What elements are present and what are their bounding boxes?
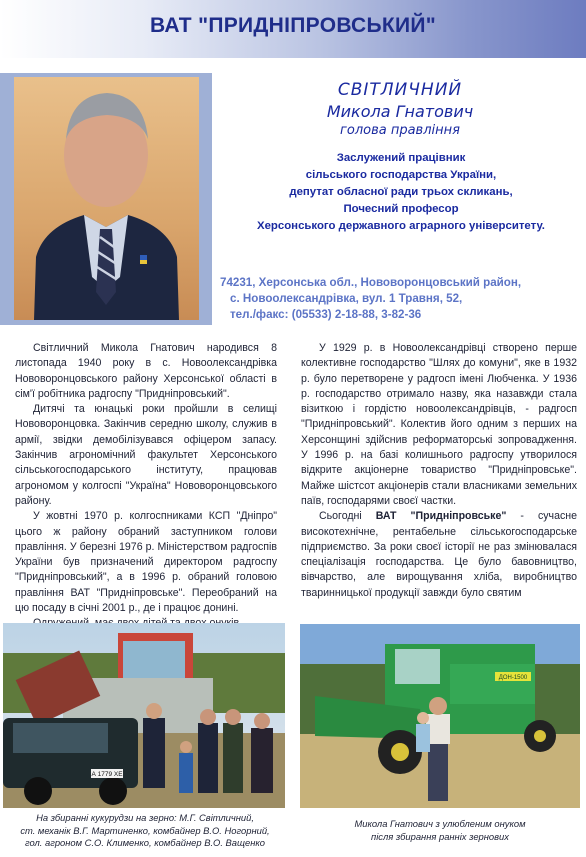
address-line: тел./факс: (05533) 2-18-88, 3-82-36 xyxy=(230,308,422,321)
caption-line: гол. агроном С.О. Клименко, комбайнер В.О. Ващенко xyxy=(24,837,266,849)
person-name: Микола Гнатович xyxy=(326,102,474,121)
caption-line: ст. механік В.Г. Мартиненко, комбайнер В.О. Ногорний, xyxy=(20,824,270,836)
paragraph-rest: - сучасне високотехнічне, рентабельне сільськогосподарське підприємство. За роки своєї історії не раз змінювалася спеціалізація господарства. Це було бавовництво, вівчарство, але вирощування хліба, виробництво тваринницької продукції завжди було святим xyxy=(301,510,578,599)
honor-line: Заслужений працівник xyxy=(336,152,466,164)
paragraph-lead: Сьогодні xyxy=(319,510,376,523)
address-line: 74231, Херсонська обл., Нововоронцовський район, xyxy=(220,276,522,289)
company-name: ВАТ "Придніпровське" xyxy=(375,510,507,523)
honor-line: Херсонського державного аграрного університету. xyxy=(257,220,545,232)
portrait-photo xyxy=(14,77,199,320)
caption-line: після збирання ранніх зернових xyxy=(371,830,509,842)
header-banner xyxy=(0,0,586,58)
address-line: с. Новоолександрівка, вул. 1 Травня, 52, xyxy=(230,292,463,305)
caption-line: На збиранні кукурудзи на зерно: М.Г. Світличний, xyxy=(36,812,254,823)
honor-line: депутат обласної ради трьох скликань, xyxy=(289,186,513,198)
honor-line: сільського господарства України, xyxy=(305,169,497,181)
combine-brand-text: ДОН-1500 xyxy=(498,675,528,681)
honors-block xyxy=(240,150,562,235)
license-plate-text: А 1779 ХЕ xyxy=(91,771,123,778)
paragraph: У жовтні 1970 р. колгоспниками КСП "Дніпро" цього ж району обраний заступником голови правління. У березні 1976 р. Міністерством радгоспів України був призначений директором радгоспу "Придніпровський", а в 1996 р. обраний головою правління ВАТ "Придніпровське". Переобраний на цю посаду в січні 2001 р., де і працює донині. xyxy=(15,510,277,615)
person-name-block xyxy=(300,80,500,138)
harvest-corn-illustration xyxy=(3,623,285,808)
right-column xyxy=(301,341,577,601)
harvest-grain-illustration xyxy=(300,624,580,808)
address-block xyxy=(220,275,580,323)
page-title: ВАТ "ПРИДНІПРОВСЬКИЙ" xyxy=(149,14,437,37)
paragraph: Світличний Микола Гнатович народився 8 листопада 1940 року в с. Новоолександрівка Нововоронцовського району Херсонської області в сім'ї робітника радгоспу "Придніпровський". xyxy=(15,342,277,400)
paragraph: У 1929 р. в Новоолександрівці створено перше колективне господарство "Шлях до комуни", яке в 1932 р. було перетворене у радгосп імені Любченка. У 1936 р. господарство отримало назву, яка назавжди стала візиткою і гордістю новоолександрівців, - радгосп "Придніпровський". Колектив його одним з перших на Херсонщині здійснив реформаторські зопровадження. У 1996 р. на базі колишнього радгоспу утворилося відкрите акціонерне товариство "Придніпровське". Майже шістсот акціонерів стали власниками земельних паїв, господарями своєї частки. xyxy=(301,342,577,507)
photo1-caption xyxy=(0,812,290,850)
paragraph xyxy=(301,509,577,601)
photo2-caption xyxy=(300,818,580,843)
person-surname: СВІТЛИЧНИЙ xyxy=(337,80,463,100)
honor-line: Почесний професор xyxy=(343,203,459,215)
left-column xyxy=(15,341,277,632)
paragraph: Дитячі та юнацькі роки пройшли в селищі Нововоронцовка. Закінчив середню школу, служив в армії, звідки демобілізувався офіцером запасу. Закінчив агрономічний факультет Херсонського сільськогосподарського інституту, працював агрономом у колгоспі "Україна" Нововоронцовського району. xyxy=(15,403,277,507)
portrait-illustration xyxy=(14,77,199,320)
photo-harvest-grain xyxy=(300,624,580,808)
photo-harvest-corn xyxy=(3,623,285,808)
person-position: голова правління xyxy=(340,123,460,138)
caption-line: Микола Гнатович з улюбленим онуком xyxy=(354,818,526,829)
